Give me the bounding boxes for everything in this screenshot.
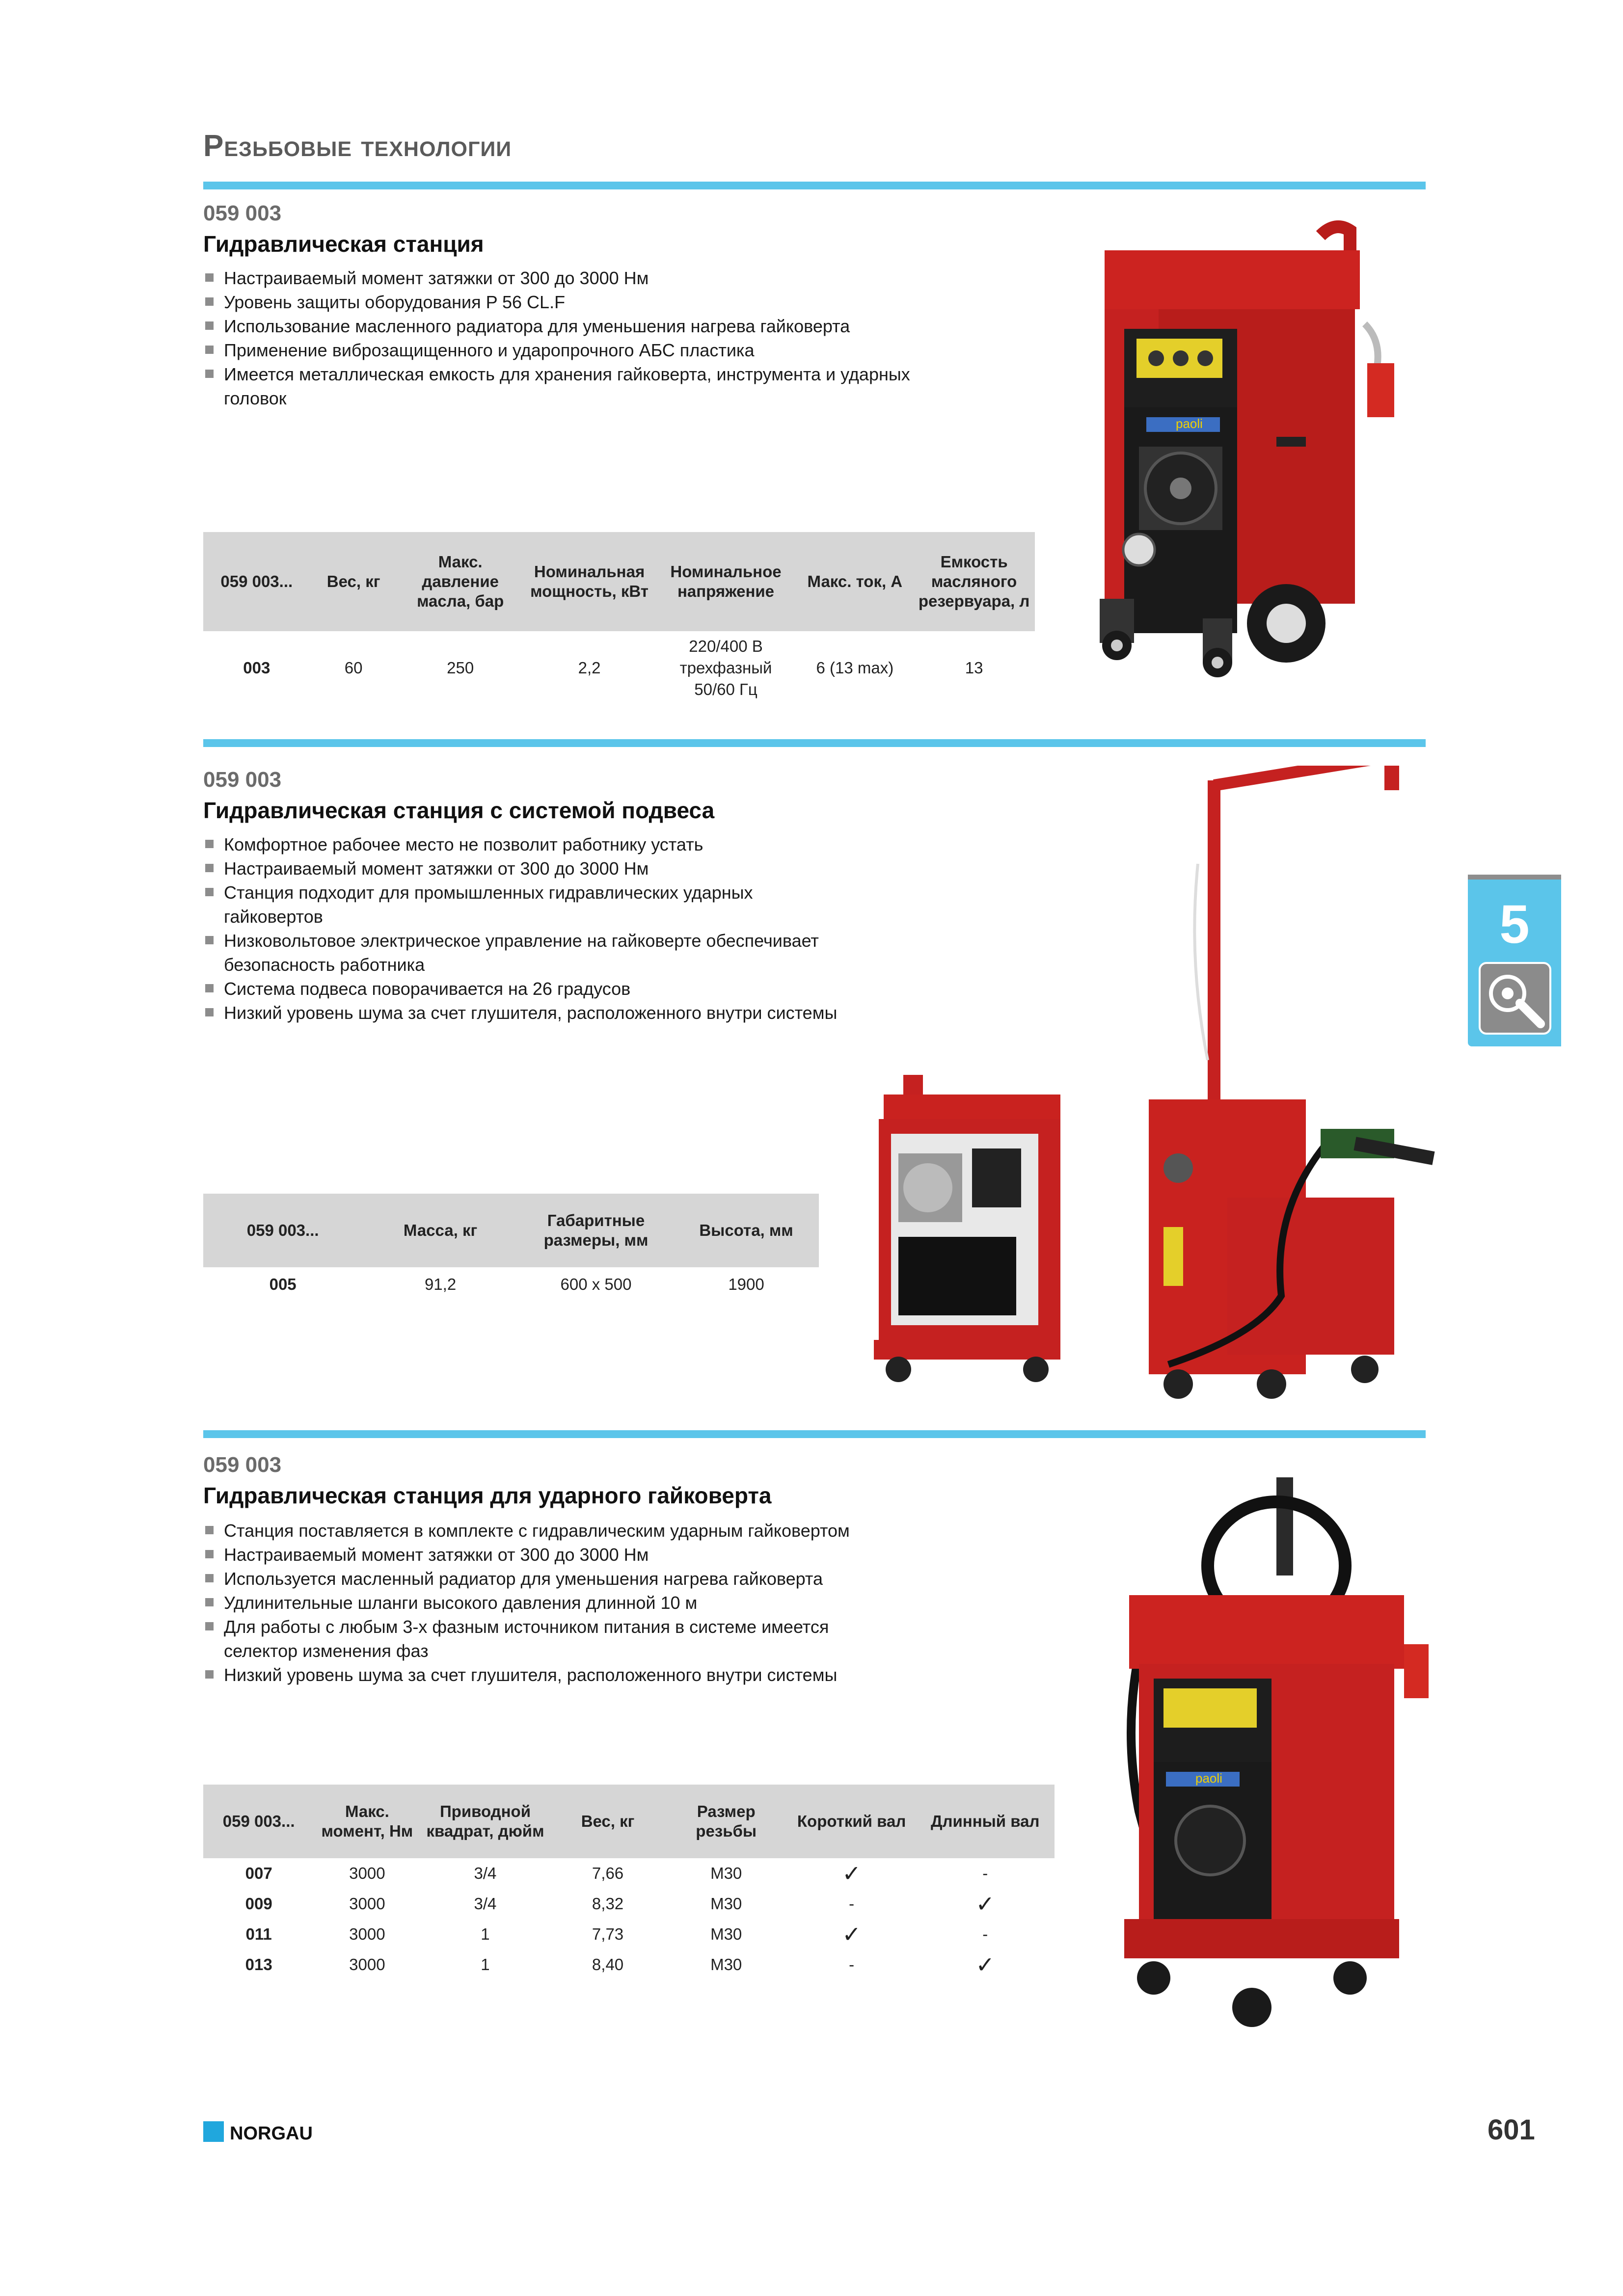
table-header: Приводной квадрат, дюйм: [420, 1785, 550, 1858]
table-header: Вес, кг: [310, 532, 397, 631]
feature-item: Низкий уровень шума за счет глушителя, расположенного внутри системы: [203, 1663, 891, 1687]
feature-item: Использование масленного радиатора для уменьшения нагрева гайковерта: [203, 314, 940, 338]
table-header: Макс. ток, А: [797, 532, 914, 631]
page-number: 601: [1488, 2114, 1535, 2146]
table-cell: -: [982, 1864, 988, 1882]
spec-table: [203, 1194, 819, 1302]
feature-list: [203, 832, 891, 1025]
table-header: Высота, мм: [674, 1194, 819, 1267]
feature-item: Система подвеса поворачивается на 26 градусов: [203, 977, 891, 1001]
wrench-socket-icon: [1479, 962, 1551, 1035]
spec-table: [203, 1785, 1055, 1980]
table-cell: 3000: [349, 1925, 385, 1943]
table-header: Макс. момент, Нм: [314, 1785, 420, 1858]
check-mark: ✓: [975, 1891, 995, 1917]
table-cell: -: [982, 1925, 988, 1943]
check-mark: ✓: [842, 1922, 861, 1947]
page-section-title: Резьбовые технологии: [203, 129, 512, 163]
table-cell: 91,2: [424, 1275, 457, 1293]
table-cell: 009: [245, 1895, 272, 1913]
brand-label: paoli: [1176, 416, 1203, 431]
table-cell: 250: [447, 659, 474, 677]
table-header: Короткий вал: [787, 1785, 916, 1858]
table-header: 059 003...: [203, 1785, 314, 1858]
table-cell: 1900: [728, 1275, 764, 1293]
suspension-station-image: [1109, 766, 1453, 1409]
table-cell: 2,2: [578, 659, 601, 677]
table-cell: 3/4: [474, 1864, 497, 1882]
table-row: [203, 1858, 1055, 1889]
table-cell: 8,32: [592, 1895, 624, 1913]
feature-list: [203, 266, 940, 410]
table-row: [203, 1949, 1055, 1980]
table-cell: 220/400 В трехфазный 50/60 Гц: [679, 637, 772, 698]
product-code: 059 003: [203, 768, 282, 792]
brand-logo-square: [203, 2121, 224, 2142]
table-header: Номинальная мощность, кВт: [524, 532, 655, 631]
table-cell: -: [849, 1895, 855, 1913]
check-mark: ✓: [975, 1952, 995, 1977]
table-row: [203, 631, 1035, 705]
table-cell: М30: [710, 1955, 742, 1974]
table-row: [203, 1267, 819, 1302]
table-cell: М30: [710, 1864, 742, 1882]
feature-item: Уровень защиты оборудования P 56 CL.F: [203, 290, 940, 314]
feature-item: Используется масленный радиатор для уменьшения нагрева гайковерта: [203, 1567, 891, 1591]
table-cell: 13: [965, 659, 983, 677]
table-header: Длинный вал: [916, 1785, 1055, 1858]
table-header: Емкость масляного резервуара, л: [913, 532, 1035, 631]
spec-table: [203, 532, 1035, 705]
brand-name: NORGAU: [230, 2123, 313, 2144]
feature-item: Низковольтовое электрическое управление на гайковерте обеспечивает безопасность работника: [203, 929, 901, 977]
feature-item: Комфортное рабочее место не позволит работнику устать: [203, 832, 891, 856]
feature-item: Настраиваемый момент затяжки от 300 до 3000 Нм: [203, 266, 940, 290]
table-cell: 003: [243, 659, 270, 677]
station-interior-image: [874, 1075, 1070, 1389]
table-header: Вес, кг: [550, 1785, 665, 1858]
table-cell: 1: [481, 1925, 490, 1943]
table-header: 059 003...: [203, 532, 310, 631]
impact-wrench-station-image: [1109, 1468, 1453, 2032]
table-cell: 7,66: [592, 1864, 624, 1882]
feature-item: Станция подходит для промышленных гидравлических ударных гайковертов: [203, 881, 813, 929]
table-cell: 3000: [349, 1864, 385, 1882]
table-cell: 013: [245, 1955, 272, 1974]
table-header: Размер резьбы: [665, 1785, 787, 1858]
table-cell: М30: [710, 1925, 742, 1943]
table-cell: -: [849, 1955, 855, 1974]
table-cell: 6 (13 max): [816, 659, 894, 677]
product-title: Гидравлическая станция: [203, 231, 484, 257]
table-header: Номинальное напряжение: [655, 532, 796, 631]
table-cell: 600 х 500: [560, 1275, 632, 1293]
feature-item: Для работы с любым 3-х фазным источником питания в системе имеется селектор изменения фаз: [203, 1615, 901, 1663]
feature-item: Применение виброзащищенного и ударопрочного АБС пластика: [203, 338, 940, 362]
table-cell: 005: [269, 1275, 297, 1293]
section-divider: [203, 1430, 1426, 1438]
table-cell: 3/4: [474, 1895, 497, 1913]
feature-item: Удлинительные шланги высокого давления длинной 10 м: [203, 1591, 891, 1615]
brand-label: paoli: [1195, 1771, 1222, 1786]
feature-item: Низкий уровень шума за счет глушителя, расположенного внутри системы: [203, 1001, 891, 1025]
feature-item: Станция поставляется в комплекте с гидравлическим ударным гайковертом: [203, 1519, 891, 1543]
table-cell: 3000: [349, 1895, 385, 1913]
product-code: 059 003: [203, 1453, 282, 1477]
table-cell: 60: [344, 659, 363, 677]
feature-item: Настраиваемый момент затяжки от 300 до 3000 Нм: [203, 856, 891, 881]
table-cell: 1: [481, 1955, 490, 1974]
table-header: Макс. давление масла, бар: [397, 532, 524, 631]
section-divider: [203, 739, 1426, 747]
table-row: [203, 1919, 1055, 1949]
table-row: [203, 1889, 1055, 1919]
chapter-tab[interactable]: [1468, 875, 1561, 1046]
table-cell: 7,73: [592, 1925, 624, 1943]
check-mark: ✓: [842, 1861, 861, 1886]
product-title: Гидравлическая станция для ударного гайковерта: [203, 1483, 772, 1508]
table-header: Габаритные размеры, мм: [518, 1194, 674, 1267]
table-cell: 011: [245, 1925, 272, 1943]
product-code: 059 003: [203, 201, 282, 225]
table-cell: 007: [245, 1864, 272, 1882]
table-cell: 8,40: [592, 1955, 624, 1974]
table-cell: М30: [710, 1895, 742, 1913]
table-header: Масса, кг: [362, 1194, 518, 1267]
table-cell: 3000: [349, 1955, 385, 1974]
section-divider: [203, 182, 1426, 189]
feature-item: Имеется металлическая емкость для хранения гайковерта, инструмента и ударных головок: [203, 362, 911, 410]
feature-item: Настраиваемый момент затяжки от 300 до 3000 Нм: [203, 1543, 891, 1567]
hydraulic-station-image: [1090, 216, 1414, 697]
chapter-number: 5: [1499, 894, 1530, 955]
table-header: 059 003...: [203, 1194, 362, 1267]
product-title: Гидравлическая станция с системой подвеса: [203, 798, 715, 823]
feature-list: [203, 1519, 891, 1687]
